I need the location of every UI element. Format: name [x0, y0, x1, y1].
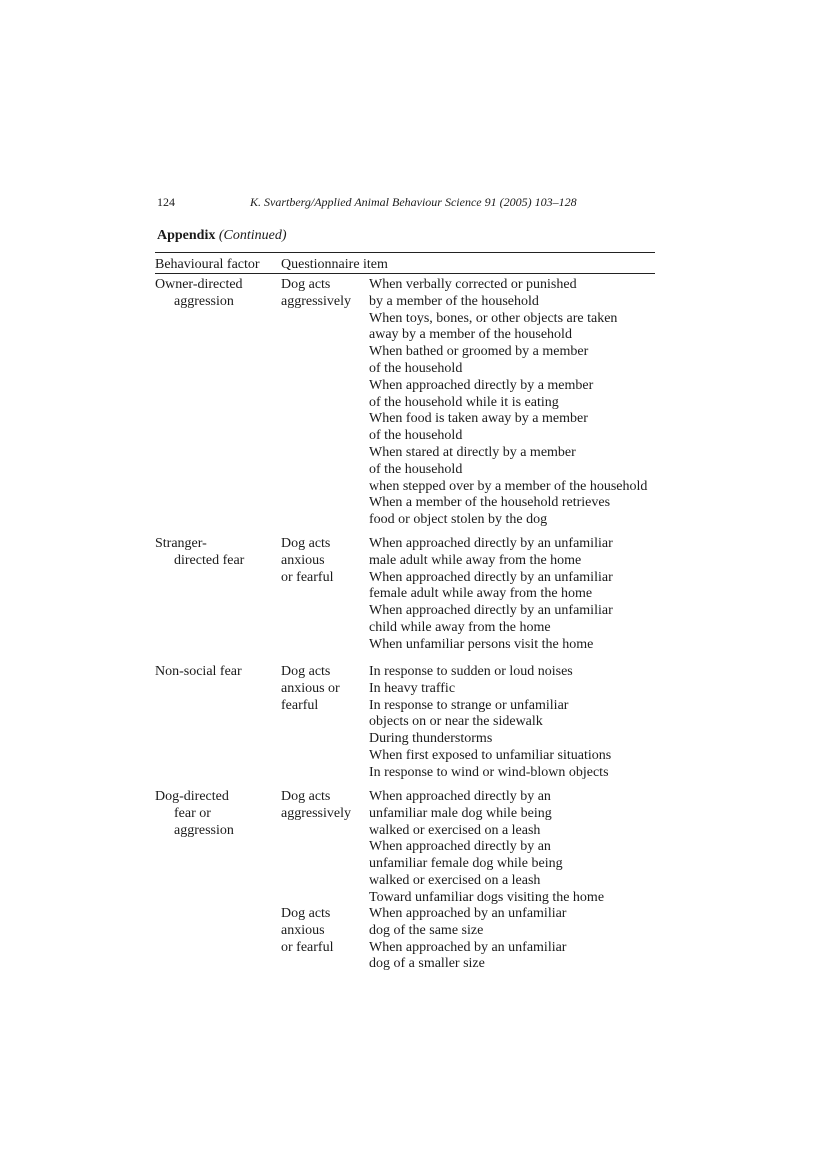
section-0-items — [369, 277, 647, 529]
item-line: When approached directly by an unfamiliar — [369, 569, 613, 585]
section-2-response — [281, 664, 340, 714]
section-3-response-2 — [281, 906, 333, 956]
item-line: dog of a smaller size — [369, 956, 485, 972]
response-line: Dog acts — [281, 277, 331, 292]
page-number: 124 — [157, 195, 175, 209]
response-line: anxious — [281, 922, 325, 938]
response-line: Dog acts — [281, 664, 331, 679]
item-line: When approached directly by an — [369, 839, 551, 855]
response-line: anxious or — [281, 680, 340, 696]
item-line: When approached by an unfamiliar — [369, 939, 567, 955]
item-line: In response to wind or wind-blown objects — [369, 764, 609, 780]
item-line: of the household — [369, 428, 463, 444]
item-line: of the household while it is eating — [369, 394, 559, 410]
item-line: by a member of the household — [369, 293, 539, 309]
factor-line: aggression — [174, 293, 234, 309]
item-line: Toward unfamiliar dogs visiting the home — [369, 889, 605, 905]
item-line: When verbally corrected or punished — [369, 277, 577, 292]
factor-line: Stranger- — [155, 536, 207, 551]
section-3-items — [369, 789, 604, 907]
item-line: unfamiliar male dog while being — [369, 805, 552, 821]
item-line: When toys, bones, or other objects are taken — [369, 310, 618, 326]
running-title: K. Svartberg/Applied Animal Behaviour Science 91 (2005) 103–128 — [250, 195, 577, 209]
item-line: When approached directly by a member — [369, 377, 594, 393]
item-line: In heavy traffic — [369, 680, 456, 696]
response-line: anxious — [281, 552, 325, 568]
appendix-label: Appendix — [157, 228, 216, 243]
item-line: During thunderstorms — [369, 731, 493, 747]
response-line: aggressively — [281, 805, 351, 821]
section-3-response — [281, 789, 351, 823]
item-line: when stepped over by a member of the household — [369, 478, 648, 494]
item-line: When bathed or groomed by a member — [369, 344, 589, 360]
item-line: When approached directly by an — [369, 789, 551, 804]
item-line: walked or exercised on a leash — [369, 872, 541, 888]
item-line: male adult while away from the home — [369, 552, 582, 568]
item-line: When unfamiliar persons visit the home — [369, 636, 594, 652]
factor-line: Non-social fear — [155, 664, 242, 679]
response-line: or fearful — [281, 569, 334, 585]
section-0-factor — [155, 277, 243, 311]
appendix-title — [157, 228, 287, 244]
column-header-factor: Behavioural factor — [155, 257, 260, 272]
item-line: of the household — [369, 461, 463, 477]
item-line: dog of the same size — [369, 922, 484, 938]
section-3-factor — [155, 789, 234, 839]
factor-line: Dog-directed — [155, 789, 229, 804]
factor-line: directed fear — [174, 552, 245, 568]
section-3-items-2 — [369, 906, 566, 973]
section-2-items — [369, 664, 611, 782]
section-1-response — [281, 536, 333, 586]
section-2-factor — [155, 664, 242, 681]
item-line: objects on or near the sidewalk — [369, 714, 543, 730]
table-header-rule — [155, 273, 655, 274]
factor-line: Owner-directed — [155, 277, 243, 292]
item-line: When a member of the household retrieves — [369, 495, 611, 511]
item-line: When first exposed to unfamiliar situations — [369, 747, 612, 763]
response-line: fearful — [281, 697, 319, 713]
column-header-item: Questionnaire item — [281, 257, 388, 272]
item-line: When approached directly by an unfamiliar — [369, 603, 613, 619]
response-line: aggressively — [281, 293, 351, 309]
item-line: walked or exercised on a leash — [369, 822, 541, 838]
item-line: In response to sudden or loud noises — [369, 664, 573, 679]
item-line: away by a member of the household — [369, 327, 572, 343]
response-line: Dog acts — [281, 789, 331, 804]
item-line: female adult while away from the home — [369, 586, 593, 602]
factor-line: aggression — [174, 822, 234, 838]
table-top-rule — [155, 252, 655, 253]
item-line: When food is taken away by a member — [369, 411, 588, 427]
item-line: When approached directly by an unfamiliar — [369, 536, 613, 551]
response-line: Dog acts — [281, 906, 331, 921]
item-line: When stared at directly by a member — [369, 444, 576, 460]
section-0-response — [281, 277, 351, 311]
appendix-continued: (Continued) — [218, 228, 287, 243]
section-1-factor — [155, 536, 244, 570]
response-line: Dog acts — [281, 536, 331, 551]
item-line: When approached by an unfamiliar — [369, 906, 567, 921]
item-line: In response to strange or unfamiliar — [369, 697, 569, 713]
item-line: child while away from the home — [369, 619, 551, 635]
item-line: food or object stolen by the dog — [369, 512, 548, 528]
section-1-items — [369, 536, 613, 654]
item-line: unfamiliar female dog while being — [369, 856, 563, 872]
response-line: or fearful — [281, 939, 334, 955]
item-line: of the household — [369, 360, 463, 376]
factor-line: fear or — [174, 805, 211, 821]
